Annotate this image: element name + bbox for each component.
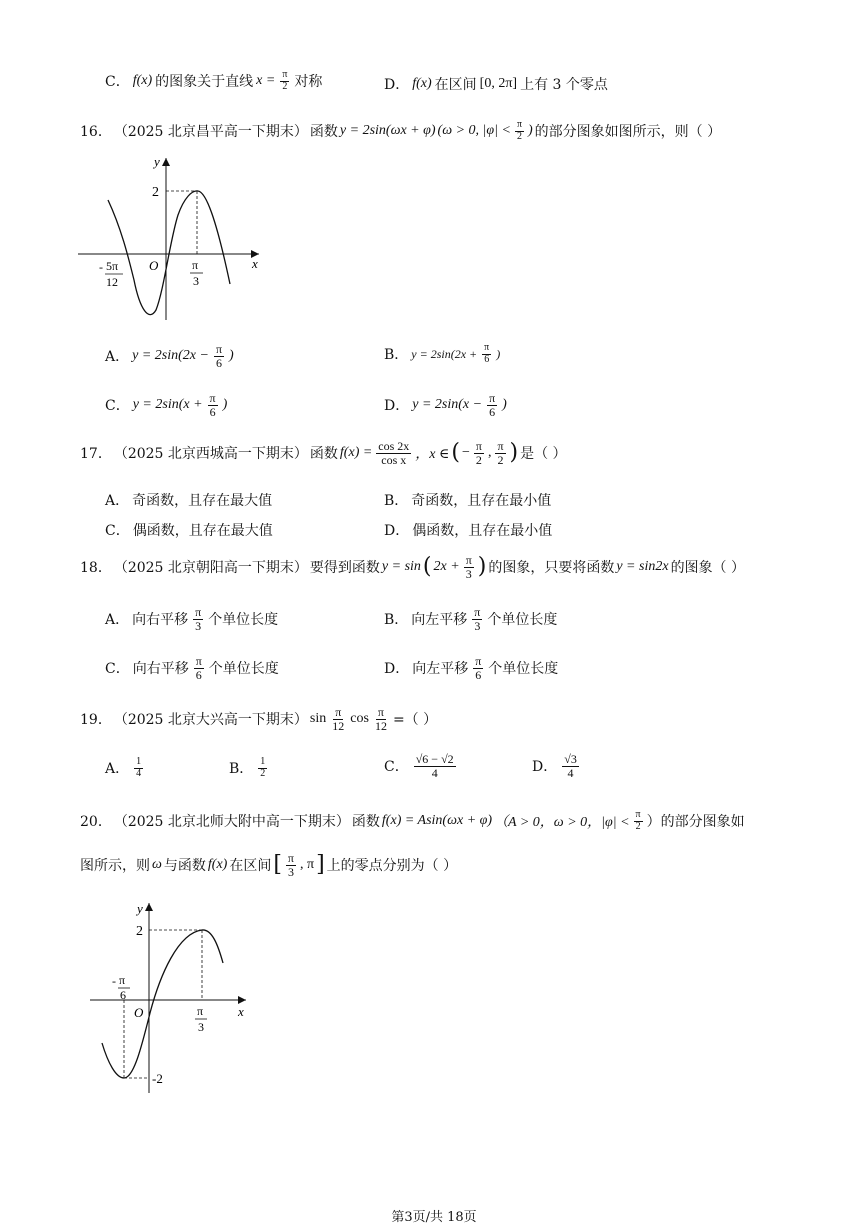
max-label: 2: [136, 924, 143, 939]
q16-option-c: [105, 392, 227, 418]
option-label: B．: [384, 493, 409, 509]
frac-den: 2: [260, 767, 266, 779]
q18-option-a: [105, 606, 278, 632]
sine-curve: [108, 191, 230, 315]
frac-den: 6: [475, 667, 482, 682]
option-label: B．: [384, 347, 409, 363]
question-number: 19．: [80, 712, 112, 729]
fraction: [330, 706, 346, 732]
fraction: [373, 706, 389, 732]
math-domain: ，x ∈: [415, 447, 450, 463]
y-axis-arrow-icon: [145, 903, 153, 911]
fraction: [474, 440, 484, 466]
q16-option-a: [105, 343, 234, 369]
fraction: [194, 655, 204, 681]
tick-sign: -: [112, 974, 116, 988]
bracket-left: [: [273, 852, 282, 878]
question-source: （2025 北京朝阳高一下期末）: [113, 560, 308, 577]
frac-den: 3: [474, 618, 481, 633]
frac-den: 2: [497, 452, 504, 467]
frac-den: 6: [489, 404, 496, 419]
page-footer: 第3页/共 18页: [391, 1210, 477, 1225]
fraction: [473, 655, 483, 681]
option-text: 偶函数，且存在最小值: [412, 523, 553, 539]
frac-den: 12: [332, 718, 345, 733]
tick-den: 12: [106, 275, 118, 289]
math-function: f(x) = Asin(ωx + φ): [381, 813, 493, 828]
frac-num: π: [465, 553, 472, 567]
option-text: 个单位长度: [487, 612, 558, 629]
option-label: D．: [384, 661, 410, 678]
question-source: （2025 北京大兴高一下期末）: [113, 712, 308, 729]
question-source: （2025 北京西城高一下期末）: [113, 446, 308, 463]
min-label: -2: [152, 1071, 163, 1086]
math-function: y = sin: [381, 559, 421, 575]
frac-den: 4: [567, 765, 574, 780]
option-label: C．: [105, 523, 130, 539]
frac-den: 4: [136, 767, 142, 779]
frac-den: 3: [287, 864, 294, 879]
math-condition: （A > 0，ω > 0，|φ| <: [494, 815, 630, 830]
frac-den: 6: [215, 355, 222, 370]
fraction: [464, 554, 474, 580]
question-source: （2025 北京北师大附中高一下期末）: [113, 814, 350, 830]
frac-num: π: [475, 654, 482, 668]
option-text: 在区间: [434, 77, 477, 93]
q15-option-c: [105, 70, 322, 92]
frac-num: π: [282, 69, 288, 80]
question-number: 20．: [80, 814, 112, 830]
option-text: 上有 3 个零点: [520, 77, 608, 93]
q17-option-b: [384, 490, 551, 510]
math-expr: ): [222, 397, 228, 413]
fraction: [515, 120, 524, 142]
option-label: C．: [105, 661, 130, 678]
question-source: （2025 北京昌平高一下期末）: [113, 124, 308, 140]
x-axis-label: x: [252, 256, 258, 271]
option-text: 个单位长度: [488, 661, 559, 678]
fraction: [562, 753, 579, 779]
stem-text: 要得到函数: [309, 560, 380, 577]
math-interval: , π: [299, 857, 315, 873]
math-fx: f(x): [207, 857, 228, 873]
q18-stem: [80, 554, 745, 580]
sine-curve: [102, 930, 223, 1078]
option-label: A．: [105, 349, 130, 366]
frac-den: 3: [195, 618, 202, 633]
frac-den: 6: [484, 353, 490, 365]
tick-den: 3: [198, 1020, 204, 1034]
math-expr: y = 2sin(2x −: [132, 348, 209, 364]
option-text: 奇函数，且存在最大值: [132, 493, 273, 509]
q19-stem: [80, 706, 437, 732]
frac-num: √3: [564, 752, 577, 766]
frac-den: 2: [635, 820, 641, 832]
fraction: [214, 343, 224, 369]
q17-stem: 17． （2025 北京西城高一下期末） 函数 f(x) = $\frac{\cos 2x}{\text{cos x}}$ ，x ∈ ( − $\frac{\pi}{2}$ , $\frac{\pi}{2}$ ) 是（ ）: [80, 439, 567, 467]
frac-den: cos x: [381, 452, 407, 467]
origin-label: O: [134, 1005, 144, 1020]
frac-num: π: [195, 605, 202, 619]
math-fx: f(x): [132, 73, 153, 88]
fraction: [280, 70, 289, 92]
frac-num: √6 − √2: [415, 752, 454, 766]
q18-option-c: [105, 655, 279, 681]
math-expr: ): [229, 348, 234, 364]
fraction: [414, 753, 456, 779]
q18-option-d: [384, 655, 558, 681]
question-number: 18．: [80, 560, 112, 577]
math-expr: y = 2sin(x −: [412, 397, 483, 413]
frac-num: π: [516, 119, 522, 130]
option-text: 对称: [294, 74, 323, 90]
stem-text: 函数: [309, 124, 338, 140]
stem-text: ）的部分图象如: [646, 814, 745, 830]
origin-label: O: [149, 258, 159, 273]
paren-right: ): [477, 554, 487, 580]
frac-num: π: [335, 705, 342, 719]
math-func: cos: [350, 711, 369, 727]
x-axis-arrow-icon: [238, 996, 246, 1004]
option-text: 个单位长度: [208, 612, 279, 629]
y-axis-label: y: [154, 154, 160, 169]
option-text: 偶函数，且存在最大值: [132, 523, 273, 539]
math-fx: f(x): [412, 76, 432, 91]
stem-text: 函数: [351, 814, 380, 830]
max-label: 2: [152, 185, 159, 200]
math-expr: ): [496, 346, 501, 361]
option-text: 向右平移: [132, 612, 189, 629]
q16-stem: [80, 120, 721, 142]
frac-num: π: [489, 391, 496, 405]
bracket-right: ]: [316, 852, 325, 878]
stem-text: 是（ ）: [520, 446, 567, 463]
frac-num: π: [287, 851, 294, 865]
tick-num: π: [119, 973, 126, 987]
option-text: 奇函数，且存在最小值: [411, 493, 552, 509]
y-axis-label: y: [137, 901, 143, 916]
math-expr: y = 2sin(x +: [132, 397, 203, 413]
frac-num: 1: [260, 756, 266, 767]
paren-left: (: [422, 554, 432, 580]
x-axis-label: x: [238, 1004, 244, 1019]
fraction: [258, 757, 267, 779]
fraction: [495, 440, 505, 466]
frac-den: 12: [374, 718, 387, 733]
option-label: C．: [105, 398, 130, 415]
stem-text: 函数: [309, 446, 338, 463]
fraction: [634, 810, 643, 832]
fraction: [376, 440, 411, 466]
option-label: D．: [384, 398, 410, 415]
frac-num: π: [497, 439, 504, 453]
q16-option-b: [384, 343, 500, 365]
option-label: B．: [384, 612, 409, 629]
frac-num: π: [195, 654, 202, 668]
stem-text: =（ ）: [392, 712, 438, 729]
frac-num: π: [635, 809, 641, 820]
frac-num: π: [474, 605, 481, 619]
math-condition: (ω > 0, |φ| <: [437, 123, 511, 138]
option-label: D．: [384, 77, 410, 93]
q17-option-a: [105, 490, 272, 510]
q19-option-b: [229, 757, 269, 779]
math-func: sin: [309, 711, 327, 727]
math-omega: ω: [152, 857, 162, 873]
option-label: A．: [105, 761, 130, 777]
frac-den: 2: [282, 80, 288, 92]
frac-den: 3: [465, 566, 472, 581]
option-label: D．: [532, 759, 558, 776]
q19-option-a: [105, 757, 145, 779]
math-function: y = sin2x: [616, 559, 669, 575]
question-number: 17．: [80, 446, 112, 463]
fraction: [482, 343, 491, 365]
q20-graph: [86, 895, 266, 1100]
frac-den: 2: [475, 452, 482, 467]
q20-stem-line2: [80, 852, 457, 878]
question-number: 16．: [80, 124, 112, 140]
option-label: A．: [105, 493, 130, 509]
option-text: 向左平移: [412, 661, 469, 678]
math-interval: [0, 2π]: [479, 76, 518, 91]
option-label: C．: [105, 74, 130, 90]
q17-option-d: [384, 520, 552, 540]
math-expr: y = 2sin(2x +: [411, 346, 478, 361]
q17-option-c: [105, 520, 273, 540]
tick-num: π: [197, 1004, 204, 1018]
math-eq: x =: [256, 73, 276, 88]
frac-num: 1: [136, 756, 142, 767]
q20-stem-line1: [80, 810, 745, 832]
frac-num: π: [209, 391, 216, 405]
paren-left: (: [451, 440, 460, 466]
stem-text: 与函数: [163, 858, 206, 875]
fraction: [208, 392, 218, 418]
stem-text: 的图象，只要将函数: [488, 560, 615, 577]
frac-den: 6: [195, 667, 202, 682]
q16-option-d: [384, 392, 507, 418]
option-text: 个单位长度: [208, 661, 279, 678]
frac-den: 2: [516, 130, 522, 142]
q16-graph: [74, 150, 274, 325]
fraction: [487, 392, 497, 418]
stem-text: 图所示，则: [80, 858, 150, 875]
option-text: 的图象关于直线: [155, 74, 254, 90]
q15-option-d: [384, 74, 608, 94]
tick-den: 3: [193, 274, 199, 288]
frac-num: cos 2x: [378, 439, 410, 453]
tick-num: 5π: [106, 259, 119, 273]
option-text: 向左平移: [411, 612, 468, 629]
frac-num: π: [377, 705, 384, 719]
frac-num: π: [215, 342, 223, 356]
paren-right: ): [509, 440, 519, 466]
stem-text: 的部分图象如图所示，则（ ）: [534, 124, 722, 140]
stem-text: 在区间: [229, 858, 272, 875]
frac-den: 4: [431, 765, 438, 780]
q18-option-b: [384, 606, 557, 632]
frac-num: π: [484, 342, 490, 353]
tick-num: π: [192, 258, 199, 272]
option-label: A．: [105, 612, 130, 629]
q19-option-c: [384, 753, 458, 779]
frac-den: 6: [209, 404, 216, 419]
y-axis-arrow-icon: [162, 158, 170, 166]
option-label: C．: [384, 759, 409, 776]
fraction: [134, 757, 143, 779]
math-condition: ): [528, 123, 533, 138]
tick-sign: -: [99, 260, 103, 274]
stem-text: 的图象（ ）: [670, 560, 746, 577]
option-label: B．: [229, 761, 254, 777]
fraction: [193, 606, 203, 632]
option-text: 向右平移: [132, 661, 189, 678]
math-expr: 2x +: [433, 559, 460, 575]
math-expr: ): [502, 397, 507, 413]
tick-den: 6: [120, 988, 126, 1002]
option-label: D．: [384, 523, 410, 539]
q19-option-d: [532, 753, 581, 779]
frac-num: π: [475, 439, 482, 453]
stem-text: 上的零点分别为（ ）: [326, 858, 458, 875]
fraction: [472, 606, 482, 632]
math-function: y = 2sin(ωx + φ): [339, 123, 436, 138]
math-fx: f(x) =: [339, 445, 373, 461]
fraction: [286, 852, 296, 878]
